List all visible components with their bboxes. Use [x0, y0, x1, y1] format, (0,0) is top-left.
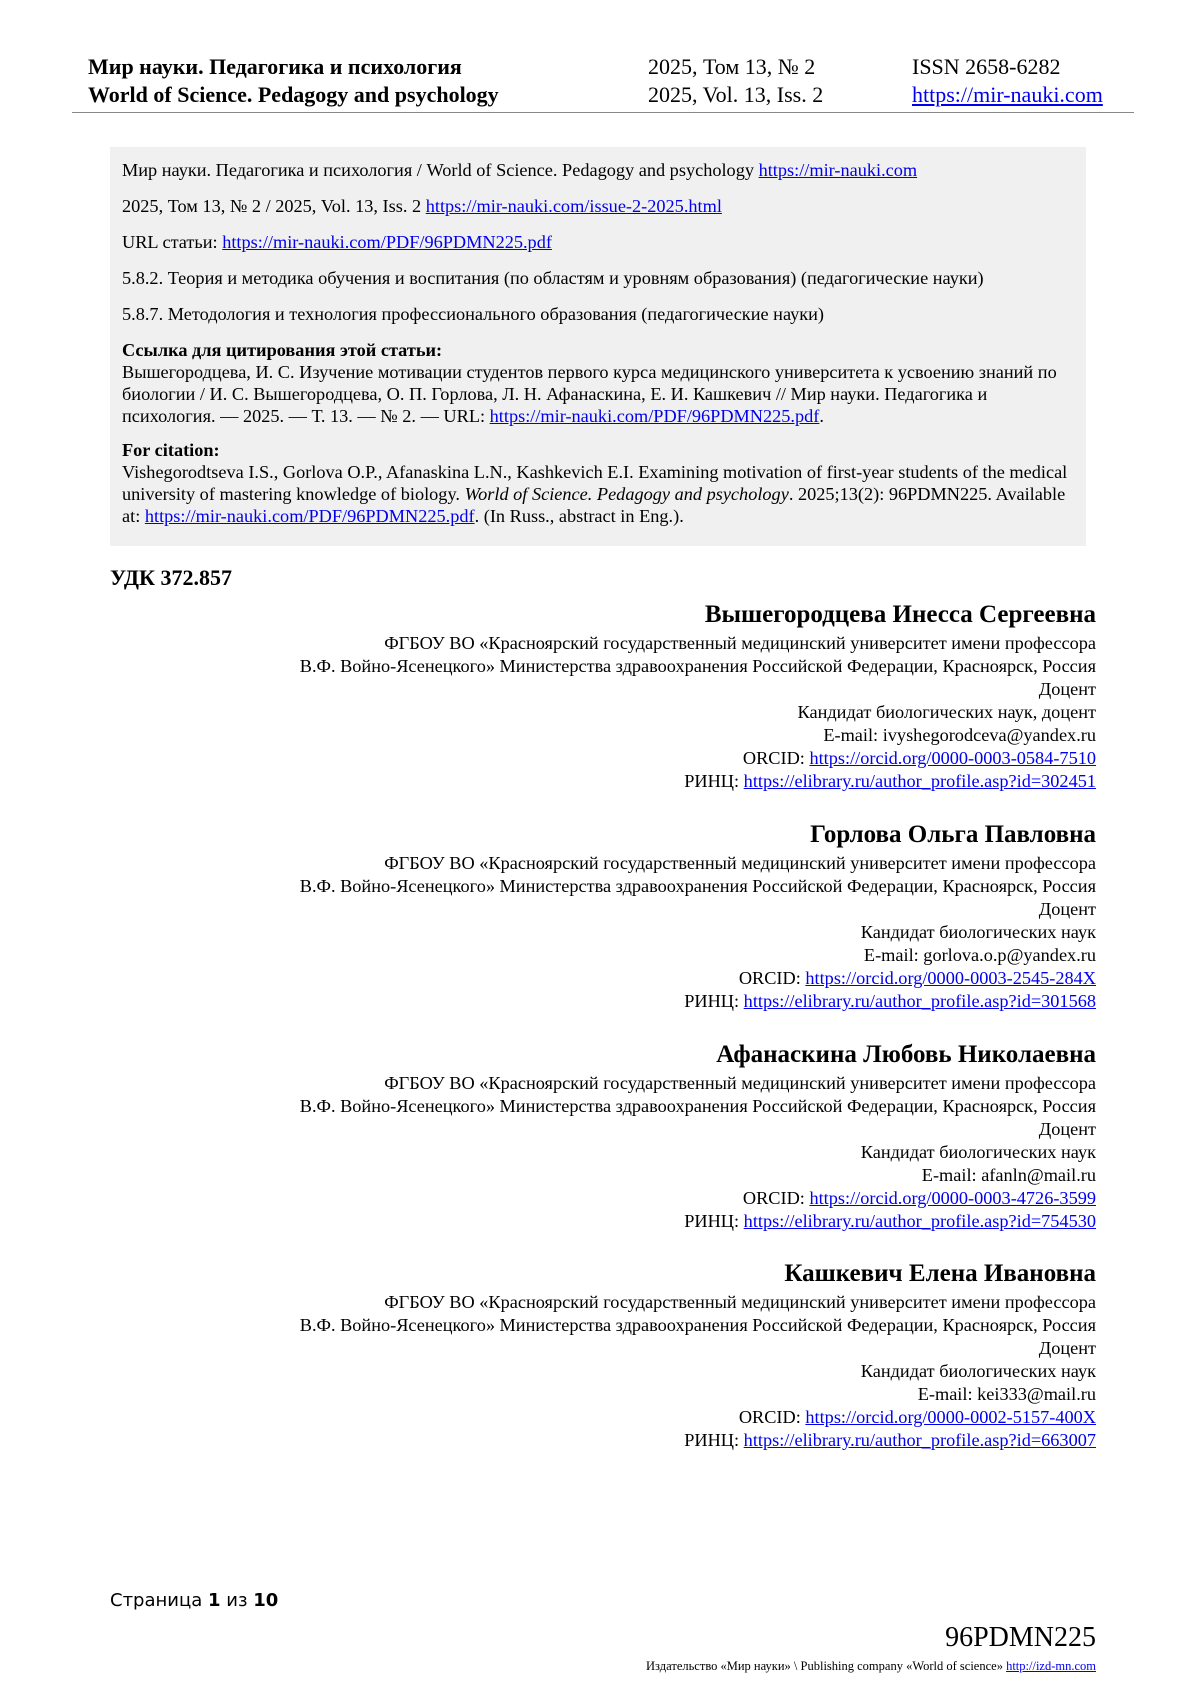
orcid-link[interactable]: https://orcid.org/0000-0003-2545-284X [805, 968, 1096, 988]
author-degree: Кандидат биологических наук [860, 1142, 1096, 1162]
orcid-link[interactable]: https://orcid.org/0000-0003-0584-7510 [809, 748, 1096, 768]
author-email: E-mail: ivyshegorodceva@yandex.ru [823, 725, 1096, 745]
journal-link[interactable]: https://mir-nauki.com [758, 160, 918, 180]
author-name: Кашкевич Елена Ивановна [784, 1260, 1096, 1287]
author-affiliation: ФГБОУ ВО «Красноярский государственный медицинский университет имени профессора [384, 1073, 1096, 1093]
rinc-link[interactable]: https://elibrary.ru/author_profile.asp?id=301568 [743, 991, 1096, 1011]
issue-line: 2025, Том 13, № 2 / 2025, Vol. 13, Iss. 2 https://mir-nauki.com/issue-2-2025.html [122, 196, 722, 216]
author-affiliation: ФГБОУ ВО «Красноярский государственный медицинский университет имени профессора [384, 633, 1096, 653]
author-degree: Кандидат биологических наук, доцент [797, 702, 1096, 722]
publisher-line: Издательство «Мир науки» \ Publishing company «World of science» http://izd-mn.com [646, 1659, 1096, 1673]
author-affiliation: ФГБОУ ВО «Красноярский государственный медицинский университет имени профессора [384, 1292, 1096, 1312]
ru-citation: Ссылка для цитирования этой статьи: Вышегородцева, И. С. Изучение мотивации студентов первого курса медицинского университета к усвоению знаний по биологии / И. С. Вышегородцева, О. П. Горлова, Л. Н. Афанаскина, Е. И. Кашкевич // Мир науки. Педагогика и психология. — 2025. — Т. 13. — № 2. — URL: https://mir-nauki.com/PDF/96PDMN225.pdf. [122, 340, 1057, 426]
author-position: Доцент [1038, 1338, 1096, 1358]
issue-link[interactable]: https://mir-nauki.com/issue-2-2025.html [425, 196, 722, 216]
author-orcid: ORCID: https://orcid.org/0000-0003-2545-284X [738, 968, 1096, 988]
author-block [190, 820, 1096, 1013]
author-name: Вышегородцева Инесса Сергеевна [704, 601, 1096, 628]
ru-citation-text: Вышегородцева, И. С. Изучение мотивации студентов первого курса медицинского университета к усвоению знаний по биологии / И. С. Вышегородцева, О. П. Горлова, Л. Н. Афанаскина, Е. И. Кашкевич // Мир науки. Педагогика и психология. — 2025. — Т. 13. — № 2. — URL: [122, 362, 1057, 426]
author-affiliation: ФГБОУ ВО «Красноярский государственный медицинский университет имени профессора [384, 853, 1096, 873]
author-position: Доцент [1038, 679, 1096, 699]
page-total: 10 [253, 1590, 279, 1611]
article-pdf-link[interactable]: https://mir-nauki.com/PDF/96PDMN225.pdf [222, 232, 552, 252]
author-position: Доцент [1038, 899, 1096, 919]
journal-line: Мир науки. Педагогика и психология / World of Science. Pedagogy and psychology https://mir-nauki.com [122, 160, 918, 180]
author-affiliation: В.Ф. Войно-Ясенецкого» Министерства здравоохранения Российской Федерации, Красноярск, Россия [299, 1315, 1096, 1335]
citation-box [110, 147, 1086, 546]
author-name: Афанаскина Любовь Николаевна [716, 1041, 1096, 1068]
author-rinc: РИНЦ: https://elibrary.ru/author_profile.asp?id=754530 [684, 1211, 1096, 1231]
issue-en: 2025, Vol. 13, Iss. 2 [648, 82, 824, 107]
specialty-1: 5.8.2. Теория и методика обучения и воспитания (по областям и уровням образования) (педагогические науки) [122, 268, 984, 288]
author-block [190, 600, 1096, 793]
rinc-link[interactable]: https://elibrary.ru/author_profile.asp?id=663007 [743, 1430, 1096, 1450]
author-orcid: ORCID: https://orcid.org/0000-0003-0584-7510 [742, 748, 1096, 768]
author-block [190, 1040, 1096, 1233]
issn: ISSN 2658-6282 [912, 54, 1061, 79]
author-affiliation: В.Ф. Войно-Ясенецкого» Министерства здравоохранения Российской Федерации, Красноярск, Россия [299, 876, 1096, 896]
journal-title-en: World of Science. Pedagogy and psychology [88, 82, 499, 107]
page-counter: Страница 1 из 10 [110, 1590, 279, 1611]
author-email: E-mail: gorlova.o.p@yandex.ru [863, 945, 1096, 965]
rinc-link[interactable]: https://elibrary.ru/author_profile.asp?id=754530 [743, 1211, 1096, 1231]
en-citation-link[interactable]: https://mir-nauki.com/PDF/96PDMN225.pdf [144, 506, 475, 526]
orcid-link[interactable]: https://orcid.org/0000-0003-4726-3599 [809, 1188, 1096, 1208]
page-current: 1 [208, 1590, 221, 1611]
author-block [190, 1259, 1096, 1452]
author-rinc: РИНЦ: https://elibrary.ru/author_profile.asp?id=663007 [684, 1430, 1096, 1450]
author-affiliation: В.Ф. Войно-Ясенецкого» Министерства здравоохранения Российской Федерации, Красноярск, Россия [299, 1096, 1096, 1116]
author-orcid: ORCID: https://orcid.org/0000-0003-4726-3599 [742, 1188, 1096, 1208]
author-affiliation: В.Ф. Войно-Ясенецкого» Министерства здравоохранения Российской Федерации, Красноярск, Россия [299, 656, 1096, 676]
journal-site-link[interactable]: https://mir-nauki.com [912, 82, 1103, 107]
author-position: Доцент [1038, 1119, 1096, 1139]
article-code: 96PDMN225 [945, 1622, 1096, 1653]
en-citation-heading: For citation: [122, 440, 220, 460]
author-rinc: РИНЦ: https://elibrary.ru/author_profile.asp?id=302451 [684, 771, 1096, 791]
en-citation-text: Vishegorodtseva I.S., Gorlova O.P., Afanaskina L.N., Kashkevich E.I. Examining motivation of first-year students of the medical university of mastering knowledge of biology. [122, 462, 1068, 504]
author-degree: Кандидат биологических наук [860, 1361, 1096, 1381]
en-citation-journal: World of Science. Pedagogy and psychology [464, 484, 789, 504]
ru-citation-link[interactable]: https://mir-nauki.com/PDF/96PDMN225.pdf [489, 406, 820, 426]
author-email: E-mail: kei333@mail.ru [917, 1384, 1096, 1404]
author-rinc: РИНЦ: https://elibrary.ru/author_profile.asp?id=301568 [684, 991, 1096, 1011]
udk-code: УДК 372.857 [110, 565, 233, 590]
en-citation: For citation: Vishegorodtseva I.S., Gorlova O.P., Afanaskina L.N., Kashkevich E.I. Examining motivation of first-year students of the medical university of mastering knowledge of biology. World of Science. Pedagogy and psychology. 2025;13(2): 96PDMN225. Available at: https://mir-nauki.com/PDF/96PDMN225.pdf. (In Russ., abstract in Eng.). [122, 440, 1068, 526]
rinc-link[interactable]: https://elibrary.ru/author_profile.asp?id=302451 [743, 771, 1096, 791]
publisher-link[interactable]: http://izd-mn.com [1006, 1659, 1096, 1673]
author-orcid: ORCID: https://orcid.org/0000-0002-5157-400X [738, 1407, 1096, 1427]
article-url-line: URL статьи: https://mir-nauki.com/PDF/96PDMN225.pdf [122, 232, 552, 252]
header-rule [72, 112, 1134, 113]
author-degree: Кандидат биологических наук [860, 922, 1096, 942]
author-email: E-mail: afanln@mail.ru [921, 1165, 1096, 1185]
orcid-link[interactable]: https://orcid.org/0000-0002-5157-400X [805, 1407, 1096, 1427]
journal-title-ru: Мир науки. Педагогика и психология [88, 54, 462, 79]
ru-citation-heading: Ссылка для цитирования этой статьи: [122, 340, 443, 360]
specialty-2: 5.8.7. Методология и технология профессионального образования (педагогические науки) [122, 304, 825, 324]
issue-ru: 2025, Том 13, № 2 [648, 54, 816, 79]
author-name: Горлова Ольга Павловна [810, 821, 1096, 848]
